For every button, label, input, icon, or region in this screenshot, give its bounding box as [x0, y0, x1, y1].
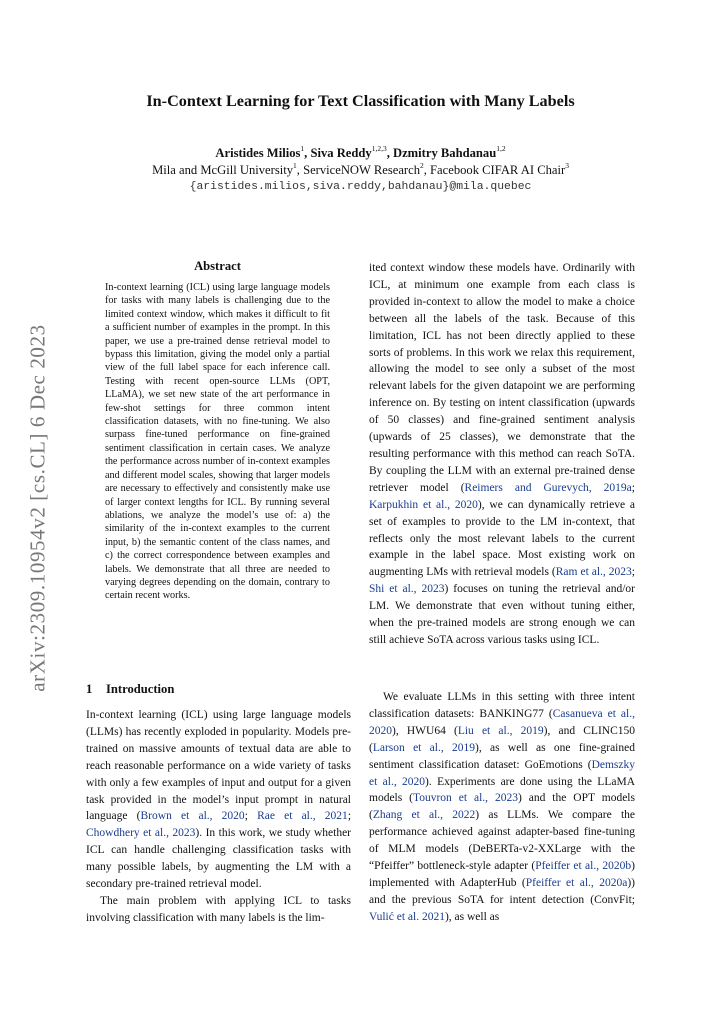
affiliation-text: , Facebook CIFAR AI Chair [423, 163, 566, 177]
body-text: ) focuses on tuning the retrieval and/or LM. We demonstrate that even without tuning either, when the pre-trained models are strong enough we can still achieve SoTA across various tasks using ICL. [369, 583, 635, 646]
citation-link[interactable]: Touvron et al., 2023 [413, 792, 518, 805]
body-text: ). Experiments are done using the LLaMA models ( [369, 775, 635, 805]
citation-link[interactable]: Liu et al., 2019 [457, 724, 544, 737]
body-text: )) and the previous SoTA for intent detection (ConvFit; [369, 876, 635, 906]
citation-link[interactable]: Brown et al., 2020 [140, 810, 245, 823]
citation-link[interactable]: Casanueva et al., 2020 [369, 707, 635, 737]
citation-link[interactable]: Shi et al., 2023 [369, 583, 445, 596]
body-text: ; [244, 810, 258, 823]
citation-link[interactable]: Pfeiffer et al., 2020b [535, 860, 632, 873]
author-list [0, 146, 721, 161]
abstract-heading: Abstract [194, 259, 241, 273]
citation-link[interactable]: Chowdhery et al., 2023 [86, 827, 196, 840]
citation-link[interactable]: Demszky et al., 2020 [369, 758, 635, 788]
body-text: In-context learning (ICL) using large language models (LLMs) has recently exploded in popularity. Models pre-trained on massive amounts of textual data are able to reach reasonable performance on a wide variety of tasks with only a few examples of input and output for a given task provided in the model’s input prompt in natural language ( [86, 709, 351, 823]
author-name: Aristides Milios [215, 146, 301, 160]
citation-link[interactable]: Ram et al., 2023 [555, 566, 632, 579]
body-text: ited context window these models have. Ordinarily with ICL, at minimum one example from each class is provided in-context to allow the model to make a choice between all the labels of the task. Because of this limitation, ICL has not been directly applied to these sorts of problems. In this work we relax this requirement, allowing the model to see only a subset of the most relevant labels for the given datapoint we are performing inference on. By testing on intent classification (upwards of 50 classes) and fine-grained sentiment analysis (upwards of 25 classes), we demonstrate that the resulting performance with this method can reach SoTA. By coupling the LLM with an external pre-trained dense retriever model ( [369, 262, 635, 494]
abstract-text: In-context learning (ICL) using large language models for tasks with many labels is challenging due to the limited context window, which makes it difficult to fit a sufficient number of examples in the prompt. In this paper, we use a pre-trained dense retrieval model to bypass this limitation, giving the model only a partial view of the full label space for each inference call. Testing with recent open-source LLMs (OPT, LLaMA), we set new state of the art performance in few-shot settings for three common intent classification datasets, with no fine-tuning. We also surpass fine-tuned performance on fine-grained sentiment classification in certain cases. We analyze the performance across number of in-context examples and different model scales, showing that larger models are necessary to effectively and consistently make use of larger context lengths for ICL. By running several ablations, we analyze the model’s use of: a) the similarity of the in-context examples to the current input, b) the semantic content of the class names, and c) the correct correspondence between examples and labels. We demonstrate that all three are needed to varying degrees depending on the domain, contrary to certain recent works. [105, 282, 330, 602]
citation-link[interactable]: Rae et al., 2021 [257, 810, 348, 823]
affiliation-mark: 3 [565, 161, 569, 170]
section-heading-introduction [86, 682, 356, 697]
body-text: ), as well as [444, 910, 500, 923]
author-name: Dzmitry Bahdanau [393, 146, 497, 160]
author-name: Siva Reddy [310, 146, 372, 160]
affiliation-mark: 1 [293, 161, 297, 170]
affiliation-text: Mila and McGill University [152, 163, 294, 177]
author-separator: , [304, 146, 311, 160]
paper-title: In-Context Learning for Text Classification with Many Labels [146, 92, 575, 110]
body-text: ) implemented with AdapterHub ( [369, 860, 635, 889]
body-text: ). In this work, we study whether ICL can handle challenging classification tasks with many possible labels, by augmenting the LM with a secondary pre-trained retrieval model. [86, 827, 352, 891]
citation-link[interactable]: Pfeiffer et al., 2020a [525, 876, 628, 889]
body-text: ), we can dynamically retrieve a set of examples to provide to the LM in-context, that reflects only the most relevant labels to the current example in the label space. Most existing work on augmenting LMs with retrieval models ( [369, 498, 635, 579]
paragraph [86, 707, 351, 893]
body-text: ; [631, 481, 635, 494]
author-affil-mark: 1,2 [496, 144, 506, 153]
body-text: ) and the OPT models ( [369, 792, 635, 822]
section-number: 1 [86, 682, 93, 696]
citation-link[interactable]: Zhang et al., 2022 [372, 809, 476, 822]
author-affil-mark: 1,2,3 [371, 144, 387, 153]
body-text: ), as well as one fine-grained sentiment classification dataset: GoEmotions ( [369, 741, 635, 771]
body-text: We evaluate LLMs in this setting with three intent classification datasets: BANKING77 ( [369, 691, 635, 720]
affiliation-mark: 2 [420, 161, 424, 170]
author-emails: {aristides.milios,siva.reddy,bahdanau}@mila.quebec [189, 181, 532, 193]
affiliations [0, 163, 721, 178]
arxiv-identifier-text: arXiv:2309.10954v2 [cs.CL] 6 Dec 2023 [25, 324, 50, 692]
body-text: ), and CLINC150 ( [369, 724, 636, 754]
introduction-body [86, 707, 351, 927]
body-text: ), HWU64 ( [392, 724, 458, 737]
citation-link[interactable]: Reimers and Gurevych, 2019a [464, 481, 632, 494]
body-text: ; [347, 810, 352, 823]
paragraph: The main problem with applying ICL to tasks involving classification with many labels is the lim- [86, 894, 351, 924]
affiliation-text: , ServiceNOW Research [296, 163, 420, 177]
right-column-paragraph [369, 689, 635, 926]
author-separator: , [386, 146, 393, 160]
body-text: ; [631, 566, 635, 579]
citation-link[interactable]: Karpukhin et al., 2020 [369, 498, 478, 511]
section-title: Introduction [106, 682, 175, 696]
body-text: ) as LLMs. We compare the performance achieved against adapter-based fine-tuning of MLM models (DeBERTa-v2-XXLarge with the “Pfeiffer” bottleneck-style adapter ( [369, 809, 635, 873]
citation-link[interactable]: Larson et al., 2019 [372, 741, 476, 754]
right-column-paragraph [369, 260, 635, 649]
citation-link[interactable]: Vulić et al. 2021 [369, 910, 445, 923]
author-affil-mark: 1 [300, 144, 305, 153]
